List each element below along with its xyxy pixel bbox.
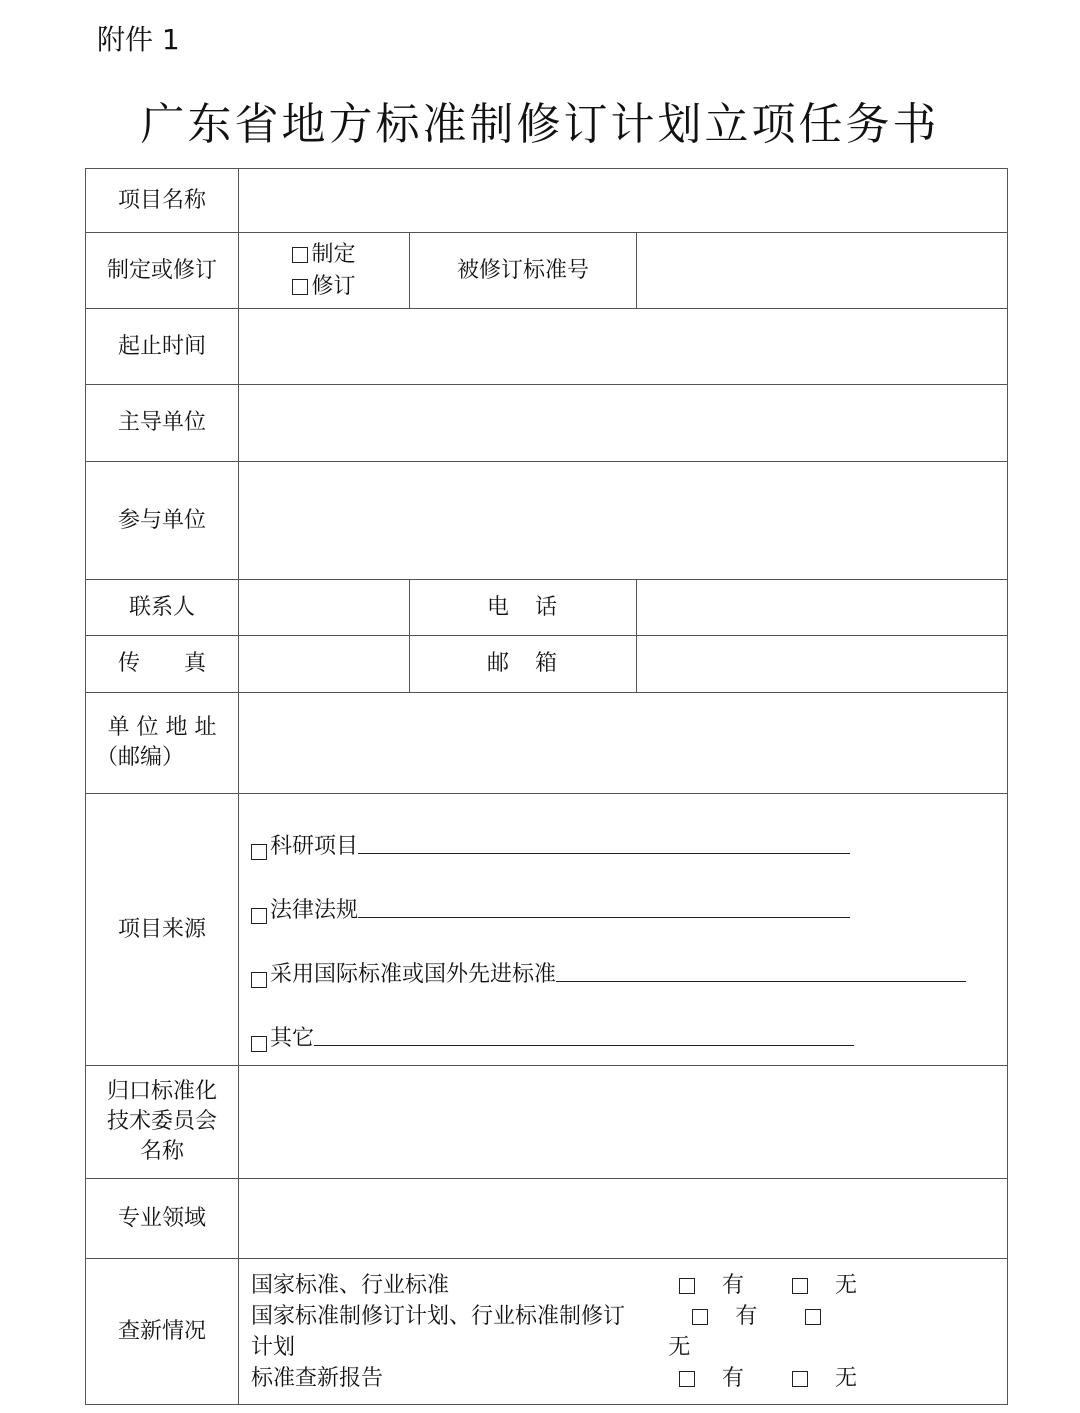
field-revised-std-no[interactable] [637,233,1008,309]
field-tech-committee[interactable] [239,1066,1008,1179]
field-fax[interactable] [239,636,410,693]
option-revise-label: 修订 [311,273,356,299]
option-yes[interactable] [668,1304,757,1329]
law-underline[interactable] [358,895,850,918]
label-address-line1: 单 位 地 址 [107,715,217,740]
checkbox-other[interactable] [251,1036,267,1052]
row-source [86,794,1008,1066]
novelty-checks [239,1259,1008,1405]
label-tc-line3: 名称 [139,1139,184,1164]
source-option-research-label: 科研项目 [270,834,359,859]
checkbox-research[interactable] [251,844,267,860]
label-tc-line2: 技术委员会 [106,1109,217,1134]
option-yes-label: 有 [735,1303,758,1329]
row-lead-unit [86,385,1008,462]
field-professional-field[interactable] [239,1179,1008,1259]
option-no[interactable] [768,1273,857,1298]
label-fax: 传 真 [86,636,239,693]
field-period[interactable] [239,309,1008,385]
source-option-law[interactable] [239,860,1007,924]
field-email[interactable] [637,636,1008,693]
label-address-line2: （邮编） [96,745,185,770]
option-yes-label: 有 [721,1272,744,1298]
option-no-label: 无 [835,1272,858,1298]
label-lead-unit: 主导单位 [86,385,239,462]
novelty-yes-no [631,1270,857,1301]
attachment-label: 附件 1 [97,23,180,56]
field-phone[interactable] [637,580,1008,636]
field-lead-unit[interactable] [239,385,1008,462]
novelty-item [239,1270,1007,1301]
row-fax [86,636,1008,693]
checkbox-yes[interactable] [692,1309,708,1325]
intl-underline[interactable] [556,959,966,982]
option-revise[interactable] [239,271,409,303]
page-title: 广东省地方标准制修订计划立项任务书 [140,99,940,150]
source-option-other[interactable] [239,988,1007,1052]
option-make[interactable] [239,239,409,271]
option-no[interactable] [768,1366,857,1391]
novelty-item [239,1301,1007,1363]
row-address [86,693,1008,794]
checkbox-no[interactable] [805,1309,821,1325]
source-option-intl-label: 采用国际标准或国外先进标准 [270,962,557,987]
row-field [86,1179,1008,1259]
field-address[interactable] [239,693,1008,794]
label-source: 项目来源 [86,794,239,1066]
label-tech-committee [86,1066,239,1179]
novelty-item-label: 国家标准、行业标准 [251,1272,450,1298]
option-yes-label: 有 [721,1365,744,1391]
field-contact[interactable] [239,580,410,636]
checkbox-no[interactable] [792,1371,808,1387]
checkbox-yes[interactable] [679,1278,695,1294]
row-contact [86,580,1008,636]
research-underline[interactable] [358,831,850,854]
row-novelty [86,1259,1008,1405]
option-no-label: 无 [835,1365,858,1391]
source-option-research[interactable] [239,796,1007,860]
label-revised-std-no: 被修订标准号 [410,233,637,309]
project-form-table [85,168,1008,1405]
option-yes[interactable] [655,1366,744,1391]
novelty-item-label: 国家标准制修订计划、行业标准制修订计划 [251,1303,626,1360]
label-project-name: 项目名称 [86,169,239,233]
checkbox-law[interactable] [251,908,267,924]
label-novelty: 查新情况 [86,1259,239,1405]
source-option-intl[interactable] [239,924,1007,988]
novelty-yes-no [631,1363,857,1394]
novelty-item-label: 标准查新报告 [251,1365,384,1391]
checkbox-yes[interactable] [679,1371,695,1387]
label-phone: 电 话 [410,580,637,636]
source-option-law-label: 法律法规 [270,898,359,923]
novelty-item [239,1363,1007,1394]
label-period: 起止时间 [86,309,239,385]
option-yes[interactable] [655,1273,744,1298]
checkbox-revise[interactable] [292,279,308,295]
other-underline[interactable] [314,1023,854,1046]
checkbox-make[interactable] [292,247,308,263]
label-tc-line1: 归口标准化 [106,1079,217,1104]
checkbox-intl[interactable] [251,972,267,988]
row-period [86,309,1008,385]
source-option-other-label: 其它 [270,1026,315,1051]
make-revise-options [239,233,410,309]
checkbox-no[interactable] [792,1278,808,1294]
label-address [86,693,239,794]
row-participants [86,462,1008,580]
field-project-name[interactable] [239,169,1008,233]
label-contact: 联系人 [86,580,239,636]
source-options [239,794,1008,1066]
label-participants: 参与单位 [86,462,239,580]
row-tech-committee [86,1066,1008,1179]
row-project-name [86,169,1008,233]
field-participants[interactable] [239,462,1008,580]
label-email: 邮 箱 [410,636,637,693]
option-make-label: 制定 [311,241,356,267]
option-no-label: 无 [668,1334,691,1360]
novelty-yes-no [644,1301,857,1363]
label-field: 专业领域 [86,1179,239,1259]
label-make-or-revise: 制定或修订 [86,233,239,309]
row-make-or-revise [86,233,1008,309]
